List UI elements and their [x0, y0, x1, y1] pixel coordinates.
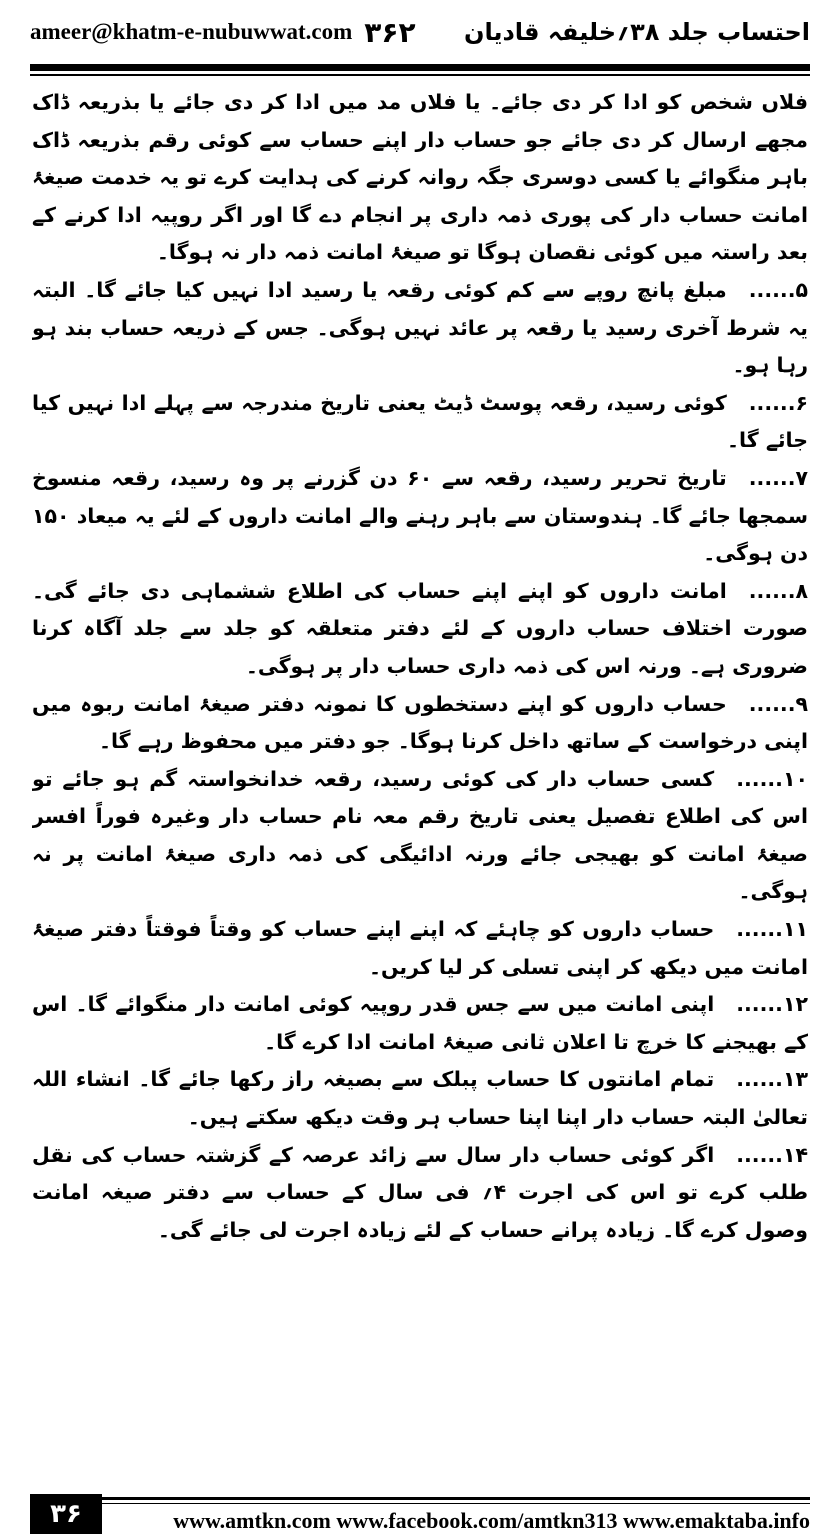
- body-text: [32, 84, 808, 1450]
- rule-item: [32, 911, 808, 986]
- item-number: ۱۴......: [736, 1142, 808, 1167]
- volume-badge: ۳۶: [30, 1494, 102, 1534]
- rule-item: [32, 761, 808, 911]
- page-number: ۳۶۲: [364, 15, 416, 49]
- rule-item: [32, 573, 808, 686]
- header-rule-thick: [30, 64, 810, 71]
- rule-item: [32, 1137, 808, 1250]
- item-text: اگر کوئی حساب دار سال سے زائد عرصہ کے گزشتہ حساب کی نقل طلب کرے تو اس کی اجرت ۴؍ فی سال کے حساب سے دفتر صیغہ امانت وصول کرے گا۔ زیادہ پرانے حساب کے لئے زیادہ اجرت لی جائے گی۔: [32, 1142, 808, 1242]
- item-text: کوئی رسید، رقعہ پوسٹ ڈیٹ یعنی تاریخ مندرجہ سے پہلے ادا نہیں کیا جائے گا۔: [32, 390, 808, 453]
- header-left: [30, 16, 416, 49]
- page-header: [30, 0, 810, 64]
- rule-item: [32, 460, 808, 573]
- item-text: تاریخ تحریر رسید، رقعہ سے ۶۰ دن گزرنے پر وہ رسید، رقعہ منسوخ سمجھا جائے گا۔ ہندوستان سے باہر رہنے والے امانت داروں کے لئے یہ میعاد ۱۵۰ دن ہوگی۔: [32, 465, 808, 566]
- email-address[interactable]: ameer@khatm-e-nubuwwat.com: [30, 19, 353, 44]
- footer-rule: [102, 1497, 810, 1500]
- rule-item: [32, 385, 808, 460]
- page-footer: [30, 1490, 810, 1534]
- item-text: امانت داروں کو اپنے اپنے حساب کی اطلاع ششماہی دی جائے گی۔ صورت اختلاف حساب داروں کے لئے دفتر متعلقہ کو جلد سے جلد آگاہ کرنا ضروری ہے۔ ورنہ اس کی ذمہ داری حساب دار پر ہوگی۔: [32, 578, 808, 678]
- item-number: ۸......: [748, 578, 808, 603]
- item-number: ۱۰......: [736, 766, 808, 791]
- item-text: حساب داروں کو چاہئے کہ اپنے اپنے حساب کو وقتاً فوقتاً دفتر صیغۂ امانت میں دیکھ کر اپنی تسلی کر لیا کریں۔: [32, 917, 808, 979]
- item-text: حساب داروں کو اپنے دستخطوں کا نمونہ دفتر صیغۂ امانت ربوہ میں اپنی درخواست کے ساتھ داخل کرنا ہوگا۔ جو دفتر میں محفوظ رہے گا۔: [32, 691, 808, 754]
- rule-item: [32, 272, 808, 385]
- item-number: ۹......: [748, 691, 808, 716]
- item-number: ۷......: [748, 465, 808, 490]
- item-number: ۱۲......: [736, 992, 808, 1017]
- running-title: احتساب جلد ۳۸؍خلیفہ قادیان: [463, 18, 810, 46]
- paragraph-text: فلاں شخص کو ادا کر دی جائے۔ یا فلاں مد میں ادا کر دی جائے یا بذریعہ ڈاک مجھے ارسال کر دی جائے جو حساب دار اپنے حساب سے کوئی رقم بذریعہ ڈاک باہر منگوائے یا کسی دوسری جگہ روانہ کرنے کی ہدایت کرے تو یہ خدمت صیغۂ امانت حساب دار کی پوری ذمہ داری پر انجام دے گا اور اگر روپیہ ادا کرنے کے بعد راستہ میں کوئی نقصان ہوگا تو صیغۂ امانت ذمہ دار نہ ہوگا۔: [32, 90, 808, 265]
- rule-item: [32, 1061, 808, 1136]
- item-text: مبلغ پانچ روپے سے کم کوئی رقعہ یا رسید ادا نہیں کیا جائے گا۔ البتہ یہ شرط آخری رسید یا رقعہ پر عائد نہیں ہوگی۔ جس کے ذریعہ حساب بند ہو رہا ہو۔: [32, 277, 808, 378]
- paragraph-continued: [32, 84, 808, 272]
- item-text: کسی حساب دار کی کوئی رسید، رقعہ خدانخواستہ گم ہو جائے تو اس کی اطلاع تفصیل یعنی تاریخ رقم معہ نام حساب دار وغیرہ فوراً افسر صیغۂ امانت کو بھیجی جائے ورنہ ادائیگی کی ذمہ داری صیغۂ امانت پر نہ ہوگی۔: [32, 766, 808, 904]
- item-text: اپنی امانت میں سے جس قدر روپیہ کوئی امانت دار منگوائے گا۔ اس کے بھیجنے کا خرچ تا اعلان ثانی صیغۂ امانت ادا کرے گا۔: [32, 992, 808, 1054]
- item-number: ۵......: [748, 277, 808, 302]
- header-rule-thin: [30, 74, 810, 76]
- item-number: ۱۳......: [736, 1067, 808, 1092]
- item-text: تمام امانتوں کا حساب پبلک سے بصیغہ راز رکھا جائے گا۔ انشاء اللہ تعالیٰ البتہ حساب دار اپنا اپنا حساب ہر وقت دیکھ سکتے ہیں۔: [32, 1067, 808, 1130]
- item-number: ۱۱......: [736, 917, 808, 942]
- rule-item: [32, 986, 808, 1061]
- item-number: ۶......: [748, 390, 808, 415]
- footer-links-area: [102, 1497, 810, 1534]
- rule-item: [32, 686, 808, 761]
- footer-rule-thin: [102, 1503, 810, 1504]
- footer-links[interactable]: www.amtkn.com www.facebook.com/amtkn313 www.emaktaba.info: [173, 1508, 810, 1533]
